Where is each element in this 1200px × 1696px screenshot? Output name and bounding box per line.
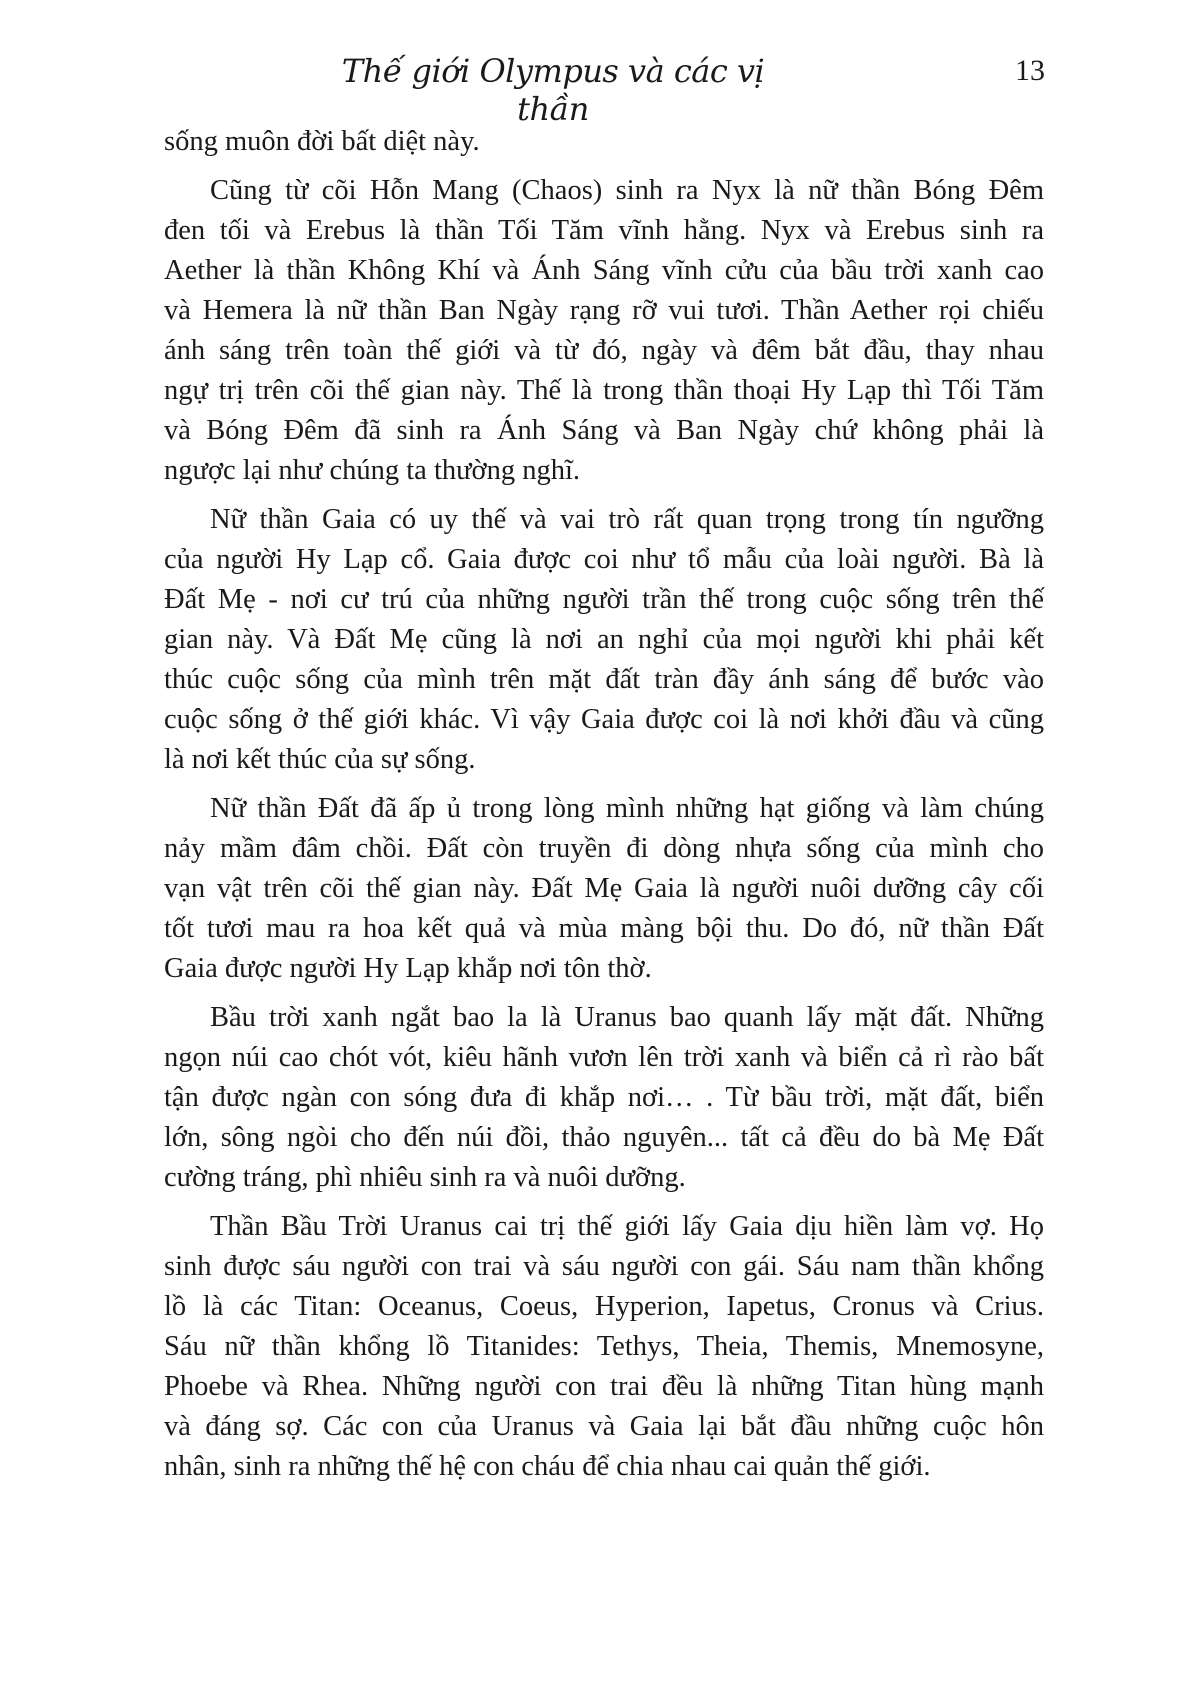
page-number: 13 <box>1015 54 1045 87</box>
text-line: là nơi kết thúc của sự sống. <box>164 744 476 775</box>
text-line: Đất Mẹ - nơi cư trú của những người trần thế trong cuộc sống trên thế <box>164 584 1044 615</box>
text-line: gian này. Và Đất Mẹ cũng là nơi an nghỉ của mọi người khi phải kết <box>164 624 1044 655</box>
paragraph <box>164 171 1044 491</box>
paragraph <box>164 789 1044 989</box>
text-line: nảy mầm đâm chồi. Đất còn truyền đi dòng nhựa sống của mình cho <box>164 833 1044 864</box>
text-line: ánh sáng trên toàn thế giới và từ đó, ngày và đêm bắt đầu, thay nhau <box>164 335 1044 366</box>
text-line: và đáng sợ. Các con của Uranus và Gaia lại bắt đầu những cuộc hôn <box>164 1411 1044 1442</box>
body-text <box>164 122 1044 1496</box>
text-line: tốt tươi mau ra hoa kết quả và mùa màng bội thu. Do đó, nữ thần Đất <box>164 913 1044 944</box>
text-line: Nữ thần Gaia có uy thế và vai trò rất quan trọng trong tín ngưỡng <box>210 504 1044 535</box>
page-header <box>0 52 1200 128</box>
text-line: vạn vật trên cõi thế gian này. Đất Mẹ Gaia là người nuôi dưỡng cây cối <box>164 873 1044 904</box>
text-line: Gaia được người Hy Lạp khắp nơi tôn thờ. <box>164 953 652 984</box>
text-line: đen tối và Erebus là thần Tối Tăm vĩnh hằng. Nyx và Erebus sinh ra <box>164 215 1044 246</box>
text-line: và Hemera là nữ thần Ban Ngày rạng rỡ vui tươi. Thần Aether rọi chiếu <box>164 295 1044 326</box>
text-line: Bầu trời xanh ngắt bao la là Uranus bao quanh lấy mặt đất. Những <box>210 1002 1044 1033</box>
running-title: Thế giới Olympus và các vị thần <box>341 52 765 128</box>
paragraph <box>164 998 1044 1198</box>
text-line: lớn, sông ngòi cho đến núi đồi, thảo nguyên... tất cả đều do bà Mẹ Đất <box>164 1122 1044 1153</box>
text-line: ngược lại như chúng ta thường nghĩ. <box>164 455 581 486</box>
text-line: lồ là các Titan: Oceanus, Coeus, Hyperion, Iapetus, Cronus và Crius. <box>164 1291 1044 1322</box>
text-line: sống muôn đời bất diệt này. <box>164 126 480 157</box>
paragraph <box>164 122 1044 162</box>
text-line: Thần Bầu Trời Uranus cai trị thế giới lấy Gaia dịu hiền làm vợ. Họ <box>210 1211 1044 1242</box>
text-line: Sáu nữ thần khổng lồ Titanides: Tethys, Theia, Themis, Mnemosyne, <box>164 1331 1044 1362</box>
text-line: Nữ thần Đất đã ấp ủ trong lòng mình những hạt giống và làm chúng <box>210 793 1044 824</box>
text-line: thúc cuộc sống của mình trên mặt đất tràn đầy ánh sáng để bước vào <box>164 664 1044 695</box>
text-line: tận được ngàn con sóng đưa đi khắp nơi… . Từ bầu trời, mặt đất, biển <box>164 1082 1044 1113</box>
text-line: ngọn núi cao chót vót, kiêu hãnh vươn lên trời xanh và biển cả rì rào bất <box>164 1042 1044 1073</box>
text-line: sinh được sáu người con trai và sáu người con gái. Sáu nam thần khổng <box>164 1251 1044 1282</box>
text-line: của người Hy Lạp cổ. Gaia được coi như tổ mẫu của loài người. Bà là <box>164 544 1044 575</box>
text-line: Phoebe và Rhea. Những người con trai đều là những Titan hùng mạnh <box>164 1371 1044 1402</box>
text-line: Aether là thần Không Khí và Ánh Sáng vĩnh cửu của bầu trời xanh cao <box>164 255 1044 286</box>
paragraph <box>164 1207 1044 1487</box>
text-line: ngự trị trên cõi thế gian này. Thế là trong thần thoại Hy Lạp thì Tối Tăm <box>164 375 1044 406</box>
text-line: Cũng từ cõi Hỗn Mang (Chaos) sinh ra Nyx là nữ thần Bóng Đêm <box>210 175 1044 206</box>
text-line: nhân, sinh ra những thế hệ con cháu để chia nhau cai quản thế giới. <box>164 1451 931 1482</box>
text-line: và Bóng Đêm đã sinh ra Ánh Sáng và Ban Ngày chứ không phải là <box>164 415 1044 446</box>
paragraph <box>164 500 1044 780</box>
text-line: cường tráng, phì nhiêu sinh ra và nuôi dưỡng. <box>164 1162 686 1193</box>
text-line: cuộc sống ở thế giới khác. Vì vậy Gaia được coi là nơi khởi đầu và cũng <box>164 704 1044 735</box>
